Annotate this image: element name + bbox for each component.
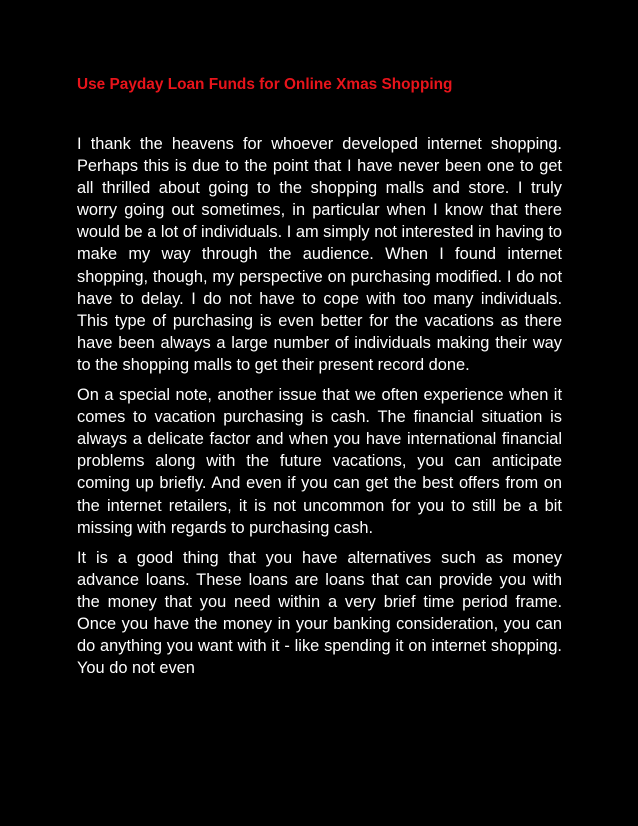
paragraph-1: I thank the heavens for whoever developed internet shopping. Perhaps this is due to the point that I have never been one to get all thrilled about going to the shopping malls and store. I truly worry going out sometimes, in particular when I know that there would be a lot of individuals. I am simply not interested in having to make my way through the audience. When I found internet shopping, though, my perspective on purchasing modified. I do not have to delay. I do not have to cope with too many individuals. This type of purchasing is even better for the vacations as there have been always a large number of individuals making their way to the shopping malls to get their present record done. (77, 135, 562, 374)
document-title: Use Payday Loan Funds for Online Xmas Shopping (77, 76, 453, 93)
paragraph-3: It is a good thing that you have alternatives such as money advance loans. These loans are loans that can provide you with the money that you need within a very brief time period frame. Once you have the money in your banking consideration, you can do anything you want with it - like spending it on internet shopping. You do not even (77, 548, 562, 678)
paragraph-2: On a special note, another issue that we often experience when it comes to vacation purchasing is cash. The financial situation is always a delicate factor and when you have international financial problems along with the future vacations, you can anticipate coming up briefly. And even if you can get the best offers from on the internet retailers, it is not uncommon for you to still be a bit missing with regards to purchasing cash. (77, 386, 562, 537)
document-content (77, 74, 562, 687)
